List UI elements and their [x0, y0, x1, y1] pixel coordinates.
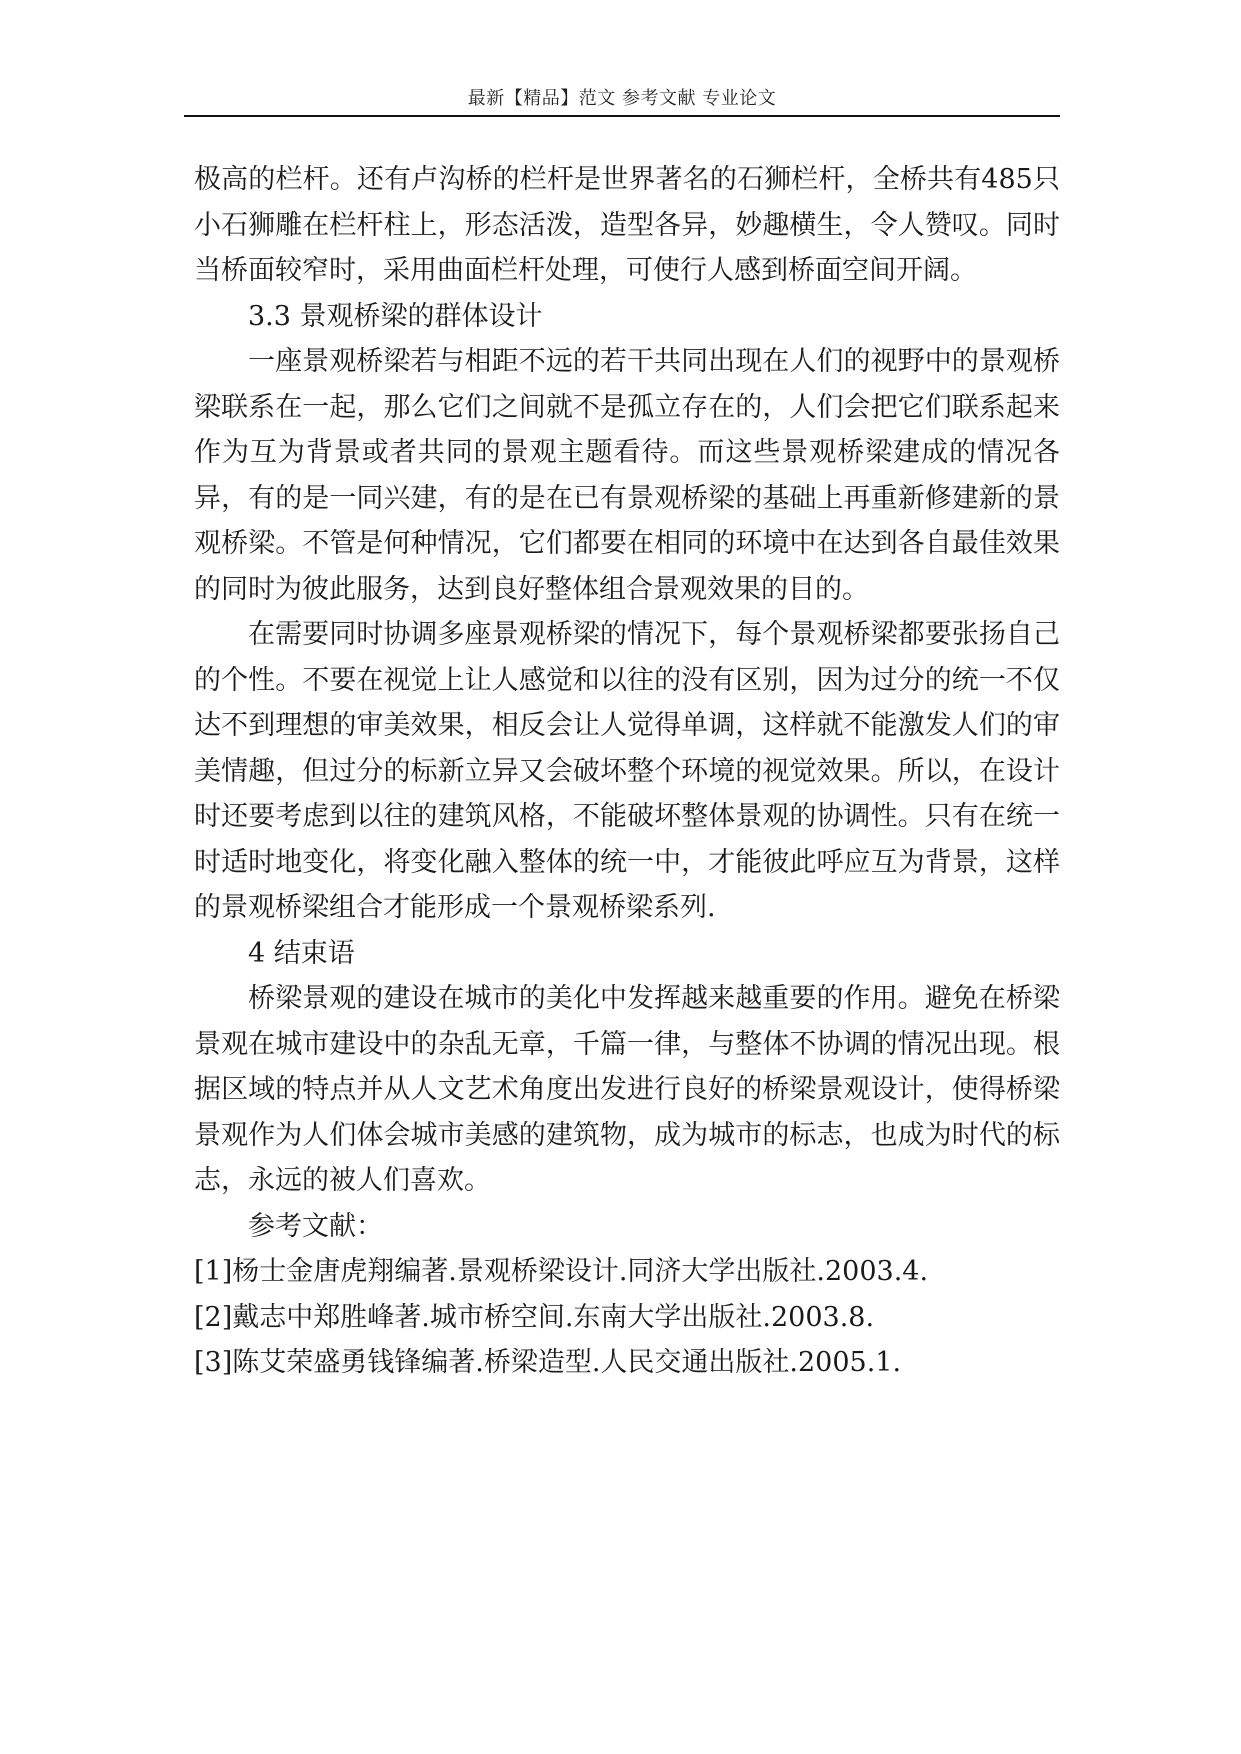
- page-header: 最新【精品】范文 参考文献 专业论文: [467, 88, 777, 109]
- paragraph-continued: 极高的栏杆。还有卢沟桥的栏杆是世界著名的石狮栏杆，全桥共有485只小石狮雕在栏杆柱上，形态活泼，造型各异，妙趣横生，令人赞叹。同时当桥面较窄时，采用曲面栏杆处理，可使行人感到桥面空间开阔。: [194, 164, 1060, 286]
- section-heading-conclusion: 4 结束语: [248, 937, 355, 969]
- paragraph-group-design-2: 在需要同时协调多座景观桥梁的情况下，每个景观桥梁都要张扬自己的个性。不要在视觉上让人感觉和以往的没有区别，因为过分的统一不仅达不到理想的审美效果，相反会让人觉得单调，这样就不能激发人们的审美情趣，但过分的标新立异又会破坏整个环境的视觉效果。所以，在设计时还要考虑到以往的建筑风格，不能破坏整体景观的协调性。只有在统一时适时地变化，将变化融入整体的统一中，才能彼此呼应互为背景，这样的景观桥梁组合才能形成一个景观桥梁系列.: [194, 619, 1060, 923]
- document-body: [194, 157, 1060, 1386]
- reference-item-1: [1]杨士金唐虎翔编著.景观桥梁设计.同济大学出版社.2003.4.: [194, 1256, 929, 1287]
- paragraph-group-design-1: 一座景观桥梁若与相距不远的若干共同出现在人们的视野中的景观桥梁联系在一起，那么它们之间就不是孤立存在的，人们会把它们联系起来作为互为背景或者共同的景观主题看待。而这些景观桥梁建成的情况各异，有的是一同兴建，有的是在已有景观桥梁的基础上再重新修建新的景观桥梁。不管是何种情况，它们都要在相同的环境中在达到各自最佳效果的同时为彼此服务，达到良好整体组合景观效果的目的。: [194, 346, 1060, 605]
- paragraph-conclusion: 桥梁景观的建设在城市的美化中发挥越来越重要的作用。避免在桥梁景观在城市建设中的杂乱无章，千篇一律，与整体不协调的情况出现。根据区域的特点并从人文艺术角度出发进行良好的桥梁景观设计，使得桥梁景观作为人们体会城市美感的建筑物，成为城市的标志，也成为时代的标志，永远的被人们喜欢。: [194, 983, 1060, 1196]
- references-title: 参考文献：: [248, 1210, 383, 1242]
- reference-item-2: [2]戴志中郑胜峰著.城市桥空间.东南大学出版社.2003.8.: [194, 1301, 875, 1333]
- header-divider: [184, 115, 1060, 117]
- section-heading-3-3: 3.3 景观桥梁的群体设计: [248, 300, 543, 332]
- reference-item-3: [3]陈艾荣盛勇钱锋编著.桥梁造型.人民交通出版社.2005.1.: [194, 1347, 902, 1378]
